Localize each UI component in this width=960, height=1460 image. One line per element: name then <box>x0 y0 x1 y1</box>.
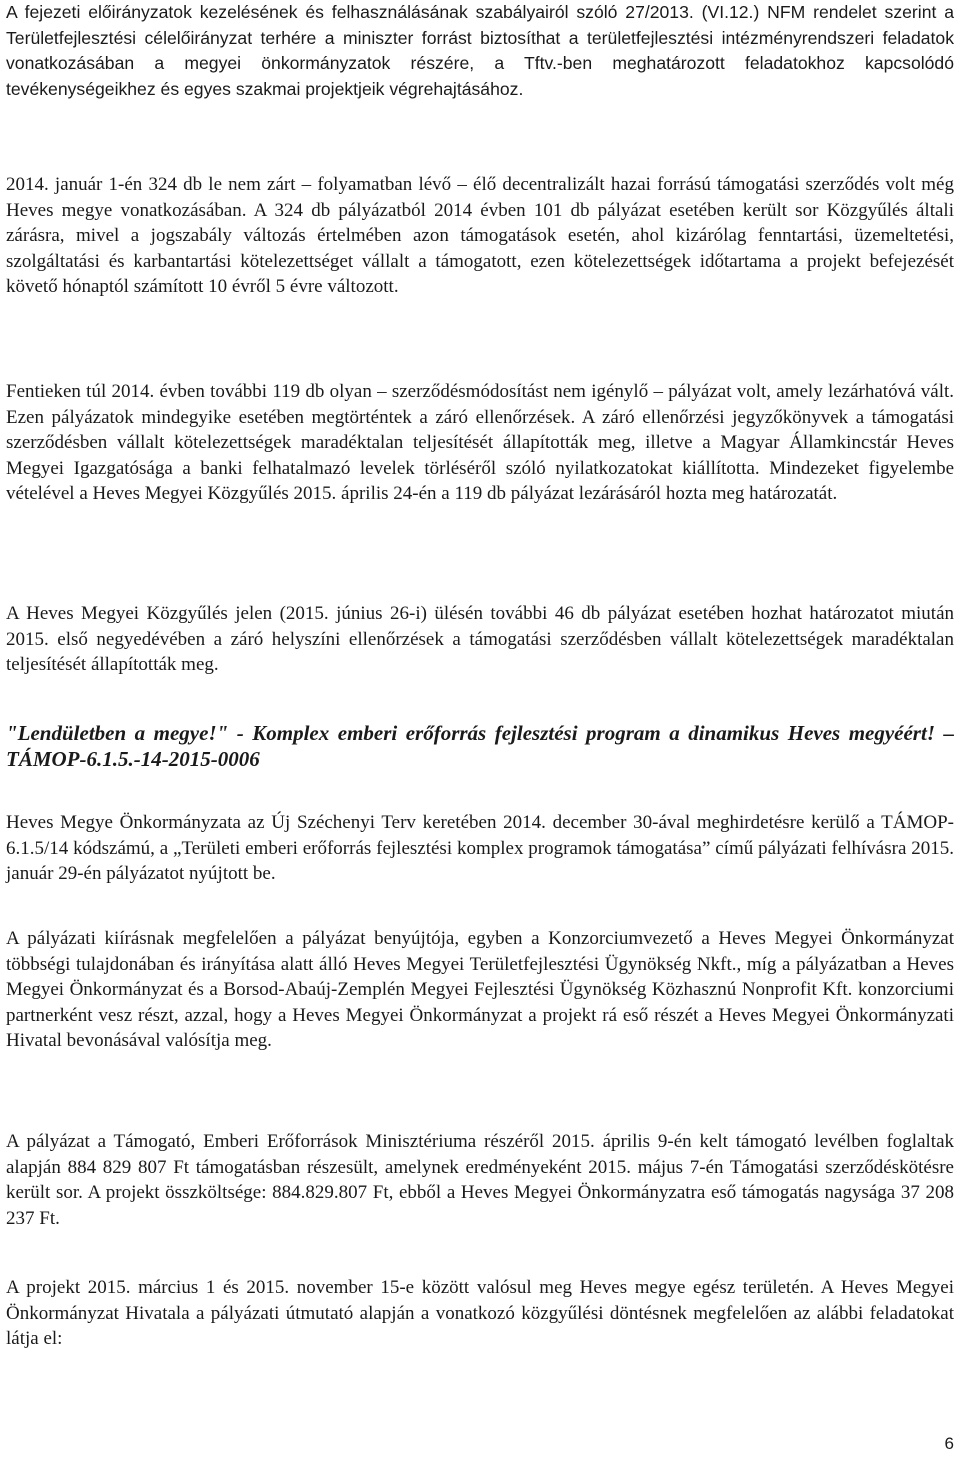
paragraph-closable-applications: Fentieken túl 2014. évben további 119 db olyan – szerződésmódosítást nem igénylő – pályázat volt, amely lezárhatóvá vált. Ezen pályázatok mindegyike esetében megtörténtek a záró ellenőrzések. A záró ellenőrzési jegyzőkönyvek a támogatási szerződésben vállalt kötelezettségek maradéktalan teljesítését állapították meg, illetve a Magyar Államkincstár Heves Megyei Igazgatósága a banki felhatalmazó levelek törléséről szóló nyilatkozatokat kiállította. Mindezeket figyelembe vételével a Heves Megyei Közgyűlés 2015. április 24-én a 119 db pályázat lezárásáról hozta meg határozatát. <box>6 381 954 505</box>
page-number: 6 <box>944 1434 954 1453</box>
paragraph-funding: A pályázat a Támogató, Emberi Erőforrások Minisztériuma részéről 2015. április 9-én kelt támogató levélben foglaltak alapján 884 829 807 Ft támogatásban részesült, amelynek eredményeként 2015. május 7-én Támogatási szerződéskötésre került sor. A projekt összköltsége: 884.829.807 Ft, ebből a Heves Megyei Önkormányzatra eső támogatás nagysága 37 208 237 Ft. <box>6 1131 954 1229</box>
section-heading-tamop: "Lendületben a megye!" - Komplex emberi erőforrás fejlesztési program a dinamikus Heves megyéért! –TÁMOP-6.1.5.-14-2015-0006 <box>6 721 954 771</box>
paragraph-project-period: A projekt 2015. március 1 és 2015. november 15-e között valósul meg Heves megye egész területén. A Heves Megyei Önkormányzat Hivatala a pályázati útmutató alapján a vonatkozó közgyűlési döntésnek megfelelően az alábbi feladatokat látja el: <box>6 1277 954 1350</box>
paragraph-assembly-decision: A Heves Megyei Közgyűlés jelen (2015. június 26-i) ülésén további 46 db pályázat esetében hozhat határozatot miután 2015. első negyedévében a záró helyszíni ellenőrzések a támogatási szerződésben vállalt kötelezettségek maradéktalan teljesítését állapították meg. <box>6 603 954 676</box>
paragraph-open-contracts-2014: 2014. január 1-én 324 db le nem zárt – folyamatban lévő – élő decentralizált hazai forrású támogatási szerződés volt még Heves megye vonatkozásában. A 324 db pályázatból 2014 évben 101 db pályázat esetében került sor Közgyűlés általi zárásra, mivel a jogszabály változás értelmében azon támogatások esetén, ahol kizárólag fenntartási, üzemeltetési, szolgáltatási és karbantartási kötelezettséget vállalt a támogatott, ezen kötelezettségek időtartama a projekt befejezését követő hónaptól számított 10 évről 5 évre változott. <box>6 174 954 298</box>
paragraph-consortium: A pályázati kiírásnak megfelelően a pályázat benyújtója, egyben a Konzorciumvezető a Heves Megyei Önkormányzat többségi tulajdonában és irányítása alatt álló Heves Megyei Területfejlesztési Ügynökség Nkft., míg a pályázatban a Heves Megyei Önkormányzat és a Borsod-Abaúj-Zemplén Megyei Fejlesztési Ügynökség Közhasznú Nonprofit Kft. konzorciumi partnerként vesz részt, azzal, hogy a Heves Megyei Önkormányzat a projekt rá eső részét a Heves Megyei Önkormányzati Hivatal bevonásával valósítja meg. <box>6 928 954 1052</box>
paragraph-regulation-intro: A fejezeti előirányzatok kezelésének és felhasználásának szabályairól szóló 27/2013. (VI.12.) NFM rendelet szerint a Területfejlesztési célelőirányzat terhére a miniszter forrást biztosíthat a területfejlesztési intézményrendszeri feladatok vonatkozásában a megyei önkormányzatok részére, a Tftv.-ben meghatározott feladatokhoz kapcsolódó tevékenységeikhez és egyes szakmai projektjeik végrehajtásához. <box>6 2 954 99</box>
paragraph-application-submitted: Heves Megye Önkormányzata az Új Széchenyi Terv keretében 2014. december 30-ával meghirdetésre kerülő a TÁMOP-6.1.5/14 kódszámú, a „Területi emberi erőforrás fejlesztési komplex programok támogatása” című pályázati felhívásra 2015. január 29-én pályázatot nyújtott be. <box>6 812 954 885</box>
